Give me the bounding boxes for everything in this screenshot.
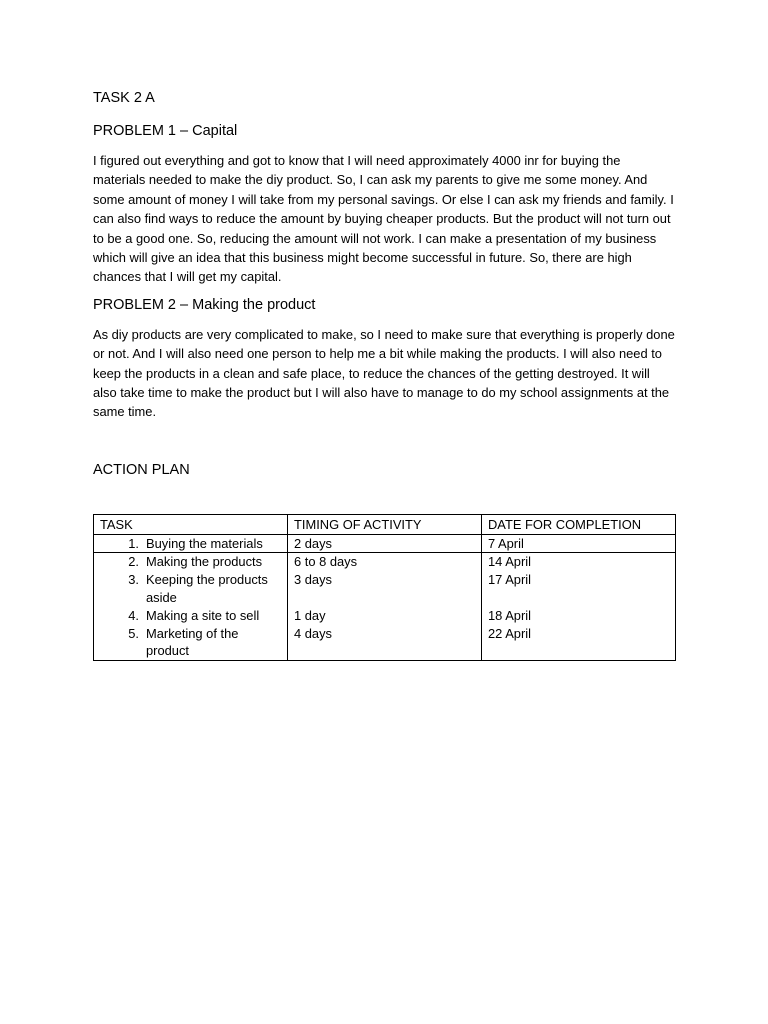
task-title: TASK 2 A [93, 90, 155, 106]
timing-cell: 2 days [288, 534, 482, 553]
column-header-task: TASK [94, 514, 288, 534]
document-page [93, 88, 675, 661]
timing-cell: 3 days [288, 571, 482, 607]
task-number: 1. [128, 535, 139, 551]
problem1-body: I figured out everything and got to know that I will need approximately 4000 inr for buying the materials needed to make the diy product. So, I can ask my parents to give me some money. And some amount of money I will take from my personal savings. Or else I can ask my friends and family. I can also find ways to reduce the amount by buying cheaper products. But the product will not turn out to be a good one. So, reducing the amount will not work. I can make a presentation of my business which will give an idea that this business might become successful in future. So, there are high chances that I will get my capital. [93, 153, 674, 285]
task-number: 3. [128, 572, 139, 588]
date-cell: 17 April [482, 571, 676, 607]
column-header-timing: TIMING OF ACTIVITY [288, 514, 482, 534]
column-header-date: DATE FOR COMPLETION [482, 514, 676, 534]
task-cell [94, 607, 288, 625]
table-row [94, 571, 676, 607]
table-row [94, 534, 676, 553]
date-cell: 7 April [482, 534, 676, 553]
task-cell [94, 571, 288, 607]
task-number: 2. [128, 554, 139, 570]
timing-cell: 1 day [288, 607, 482, 625]
task-text: Making the products [146, 554, 263, 570]
task-number: 5. [128, 625, 139, 641]
problem2-body: As diy products are very complicated to make, so I need to make sure that everything is properly done or not. And I will also need one person to help me a bit while making the products. I will also need to keep the products in a clean and safe place, to reduce the chances of the getting destroyed. It will also take time to make the product but I will also have to manage to do my school assignments at the same time. [93, 326, 675, 420]
task-cell [94, 553, 288, 571]
task-text: Keeping the products aside [146, 572, 268, 606]
timing-cell: 6 to 8 days [288, 553, 482, 571]
problem2-heading [93, 295, 675, 315]
task-cell [94, 534, 288, 553]
table-header-row [94, 514, 676, 534]
table-row [94, 553, 676, 571]
date-cell: 18 April [482, 607, 676, 625]
task-text: Marketing of the product [146, 625, 239, 659]
task-number: 4. [128, 607, 139, 623]
task-text: Making a site to sell [146, 607, 260, 623]
problem1-heading [93, 121, 675, 141]
date-cell: 14 April [482, 553, 676, 571]
action-plan-heading: ACTION PLAN [93, 461, 190, 478]
task-text: Buying the materials [146, 535, 263, 551]
action-plan-table [93, 514, 676, 661]
table-row [94, 625, 676, 661]
date-cell: 22 April [482, 625, 676, 661]
problem1-heading-prefix: PROBLEM 1 – [93, 123, 193, 139]
task-cell [94, 625, 288, 661]
problem2-heading-subject: Making the product [192, 296, 316, 313]
problem1-heading-subject: Capital [192, 123, 238, 139]
problem2-heading-prefix: PROBLEM 2 – [93, 296, 193, 313]
table-row [94, 607, 676, 625]
timing-cell: 4 days [288, 625, 482, 661]
